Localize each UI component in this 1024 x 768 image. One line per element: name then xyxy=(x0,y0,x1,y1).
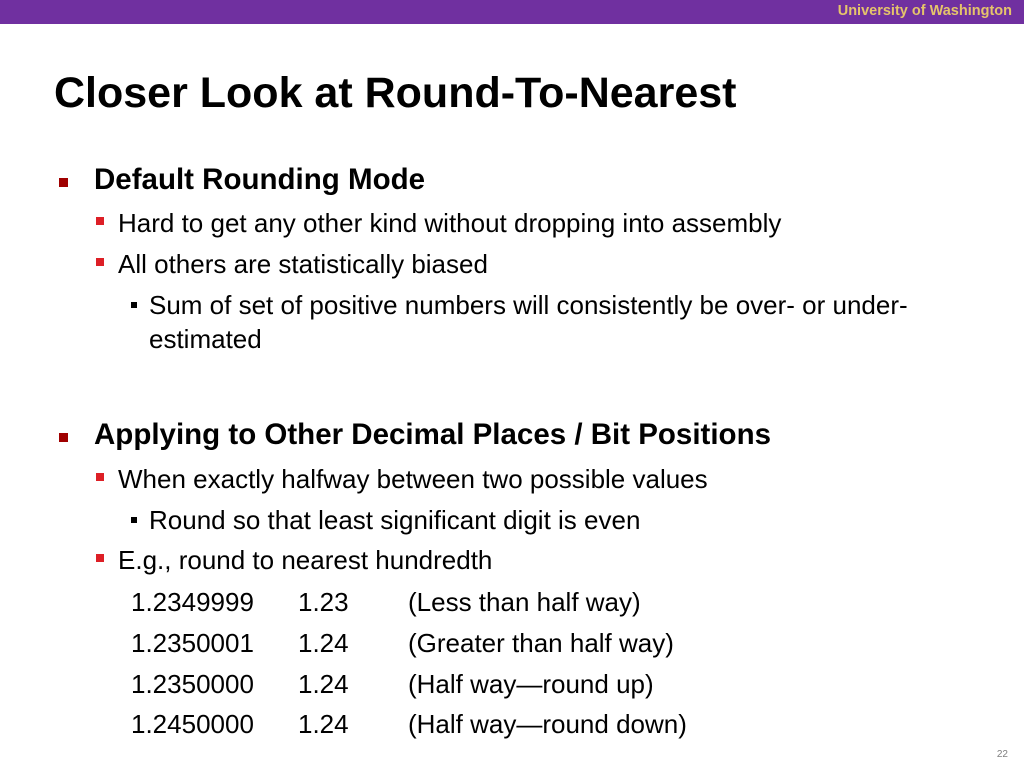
bullet-square-icon xyxy=(96,473,104,481)
slide-title: Closer Look at Round-To-Nearest xyxy=(54,69,737,117)
section-heading: Applying to Other Decimal Places / Bit Positions xyxy=(94,418,772,451)
section-heading: Default Rounding Mode xyxy=(94,163,426,196)
example-note: (Half way—round down) xyxy=(408,709,687,739)
bullet-square-icon xyxy=(59,178,68,187)
list-item xyxy=(0,462,1024,496)
bullet-square-icon xyxy=(96,554,104,562)
header-bar xyxy=(0,0,1024,24)
section-heading-row xyxy=(0,160,1024,200)
list-item-text: E.g., round to nearest hundredth xyxy=(118,545,493,575)
example-rounded: 1.24 xyxy=(298,669,349,699)
bullet-square-icon xyxy=(96,217,104,225)
example-rounded: 1.24 xyxy=(298,709,349,739)
sub-list-item-text: estimated xyxy=(149,324,262,354)
example-value: 1.2450000 xyxy=(131,709,254,739)
list-item-text: All others are statistically biased xyxy=(118,249,488,279)
example-row xyxy=(0,626,1024,660)
example-row xyxy=(0,667,1024,701)
section-heading-row xyxy=(0,415,1024,455)
example-rounded: 1.24 xyxy=(298,628,349,658)
bullet-square-icon xyxy=(131,302,137,308)
example-value: 1.2350001 xyxy=(131,628,254,658)
example-value: 1.2349999 xyxy=(131,587,254,617)
sub-list-item-continuation xyxy=(0,322,1024,356)
example-note: (Greater than half way) xyxy=(408,628,674,658)
bullet-square-icon xyxy=(59,433,68,442)
sub-list-item xyxy=(0,503,1024,537)
list-item-text: Hard to get any other kind without dropping into assembly xyxy=(118,208,782,238)
list-item xyxy=(0,247,1024,281)
institution-name: University of Washington xyxy=(837,3,1012,19)
list-item-text: When exactly halfway between two possible values xyxy=(118,464,708,494)
example-note: (Less than half way) xyxy=(408,587,641,617)
sub-list-item-text: Sum of set of positive numbers will consistently be over- or under- xyxy=(149,290,908,320)
list-item xyxy=(0,206,1024,240)
list-item xyxy=(0,543,1024,577)
sub-list-item xyxy=(0,288,1024,322)
sub-list-item-text: Round so that least significant digit is even xyxy=(149,505,641,535)
example-value: 1.2350000 xyxy=(131,669,254,699)
example-note: (Half way—round up) xyxy=(408,669,654,699)
example-rounded: 1.23 xyxy=(298,587,349,617)
bullet-square-icon xyxy=(131,517,137,523)
example-row xyxy=(0,585,1024,619)
bullet-square-icon xyxy=(96,258,104,266)
example-row xyxy=(0,707,1024,741)
page-number: 22 xyxy=(996,749,1008,760)
